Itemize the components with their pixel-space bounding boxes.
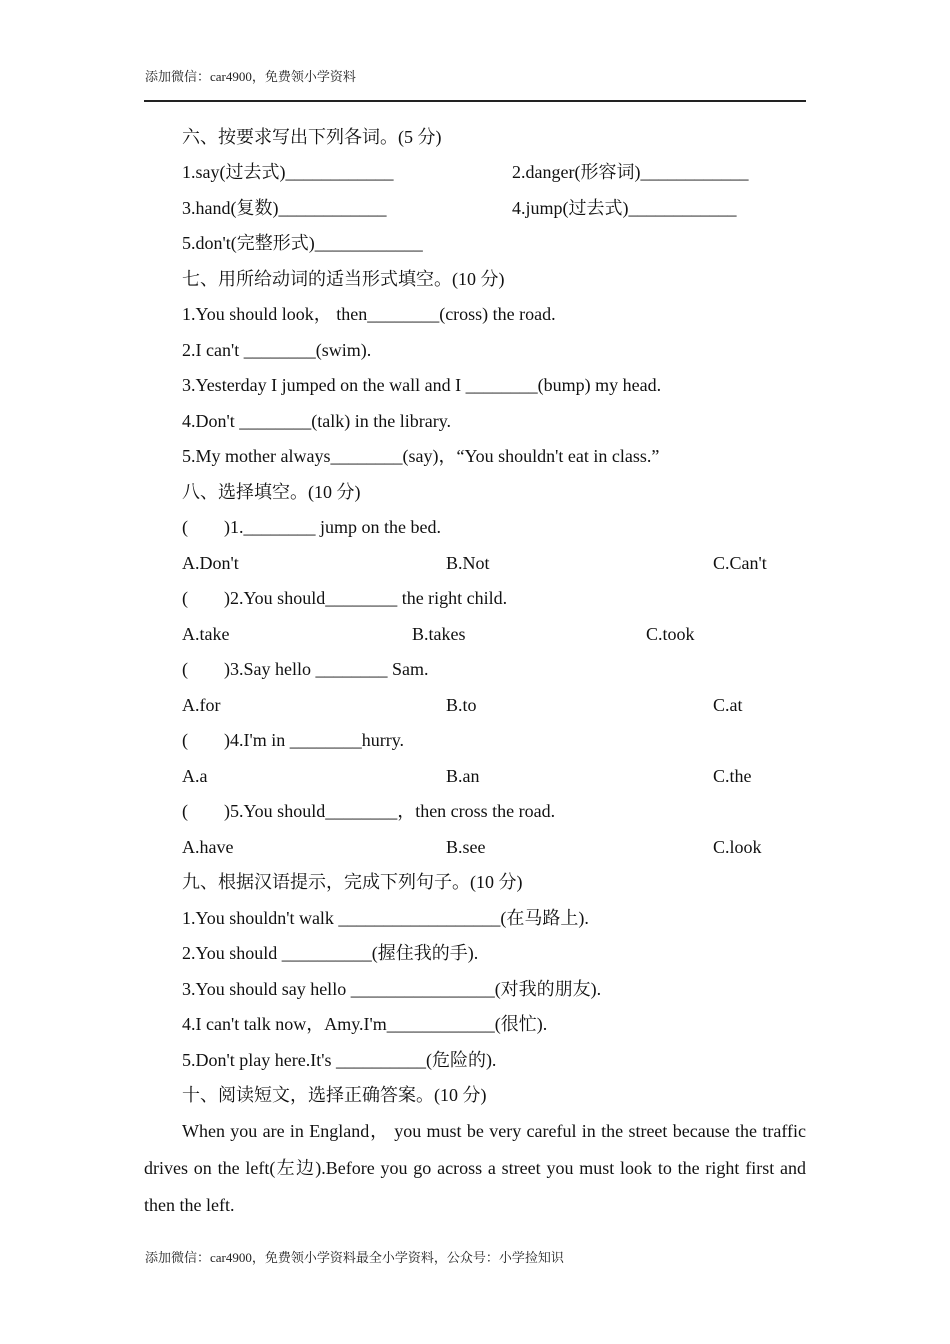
s9-item-1: 1.You shouldn't walk __________________(在马路上). — [182, 908, 589, 928]
s6-item-5: 5.don't(完整形式)____________ — [182, 233, 423, 253]
reading-passage — [144, 1113, 806, 1224]
s8-q4-option-c: C.the — [713, 766, 752, 786]
s8-q3-stem: ( )3.Say hello ________ Sam. — [182, 659, 429, 679]
s6-item-3: 3.hand(复数)____________ — [182, 198, 387, 218]
section9-title: 九、根据汉语提示，完成下列句子。(10 分) — [182, 872, 523, 892]
s7-item-5: 5.My mother always________(say)，“You shouldn't eat in class.” — [182, 446, 660, 466]
s9-item-3: 3.You should say hello ________________(对我的朋友). — [182, 979, 602, 999]
s7-item-1: 1.You should look， then________(cross) the road. — [182, 304, 556, 324]
s8-q1-stem: ( )1.________ jump on the bed. — [182, 517, 441, 537]
s9-item-2: 2.You should __________(握住我的手). — [182, 943, 479, 963]
s8-q2-option-a: A.take — [182, 624, 230, 644]
page-header: 添加微信：car4900，免费领小学资料 — [145, 69, 356, 84]
s8-q3-option-b: B.to — [446, 695, 477, 715]
s8-q1-option-c: C.Can't — [713, 553, 767, 573]
reading-passage-text: When you are in England， you must be very careful in the street because the traffic drives on the left(左边).Before you go across a street you must look to the right first and then the left. — [144, 1121, 806, 1215]
page-footer: 添加微信：car4900，免费领小学资料最全小学资料，公众号：小学捡知识 — [145, 1250, 564, 1265]
s8-q5-option-c: C.look — [713, 837, 762, 857]
s8-q2-stem: ( )2.You should________ the right child. — [182, 588, 508, 608]
s8-q3-option-a: A.for — [182, 695, 221, 715]
section7-title: 七、用所给动词的适当形式填空。(10 分) — [182, 269, 505, 289]
s6-item-2: 2.danger(形容词)____________ — [512, 162, 749, 182]
section10-title: 十、阅读短文，选择正确答案。(10 分) — [182, 1085, 487, 1105]
s7-item-4: 4.Don't ________(talk) in the library. — [182, 411, 452, 431]
section8-title: 八、选择填空。(10 分) — [182, 482, 361, 502]
s7-item-2: 2.I can't ________(swim). — [182, 340, 372, 360]
s8-q3-option-c: C.at — [713, 695, 743, 715]
s8-q2-option-b: B.takes — [412, 624, 466, 644]
s6-item-4: 4.jump(过去式)____________ — [512, 198, 737, 218]
s7-item-3: 3.Yesterday I jumped on the wall and I ________(bump) my head. — [182, 375, 662, 395]
s8-q2-option-c: C.took — [646, 624, 695, 644]
s8-q5-option-a: A.have — [182, 837, 234, 857]
s6-item-1: 1.say(过去式)____________ — [182, 162, 394, 182]
s8-q4-stem: ( )4.I'm in ________hurry. — [182, 730, 405, 750]
s8-q5-stem: ( )5.You should________，then cross the road. — [182, 801, 556, 821]
s8-q4-option-b: B.an — [446, 766, 480, 786]
s9-item-5: 5.Don't play here.It's __________(危险的). — [182, 1050, 497, 1070]
s9-item-4: 4.I can't talk now，Amy.I'm____________(很忙). — [182, 1014, 548, 1034]
s8-q5-option-b: B.see — [446, 837, 486, 857]
s8-q1-option-a: A.Don't — [182, 553, 239, 573]
s8-q1-option-b: B.Not — [446, 553, 490, 573]
header-divider — [144, 100, 806, 102]
s8-q4-option-a: A.a — [182, 766, 208, 786]
section6-title: 六、按要求写出下列各词。(5 分) — [182, 127, 442, 147]
